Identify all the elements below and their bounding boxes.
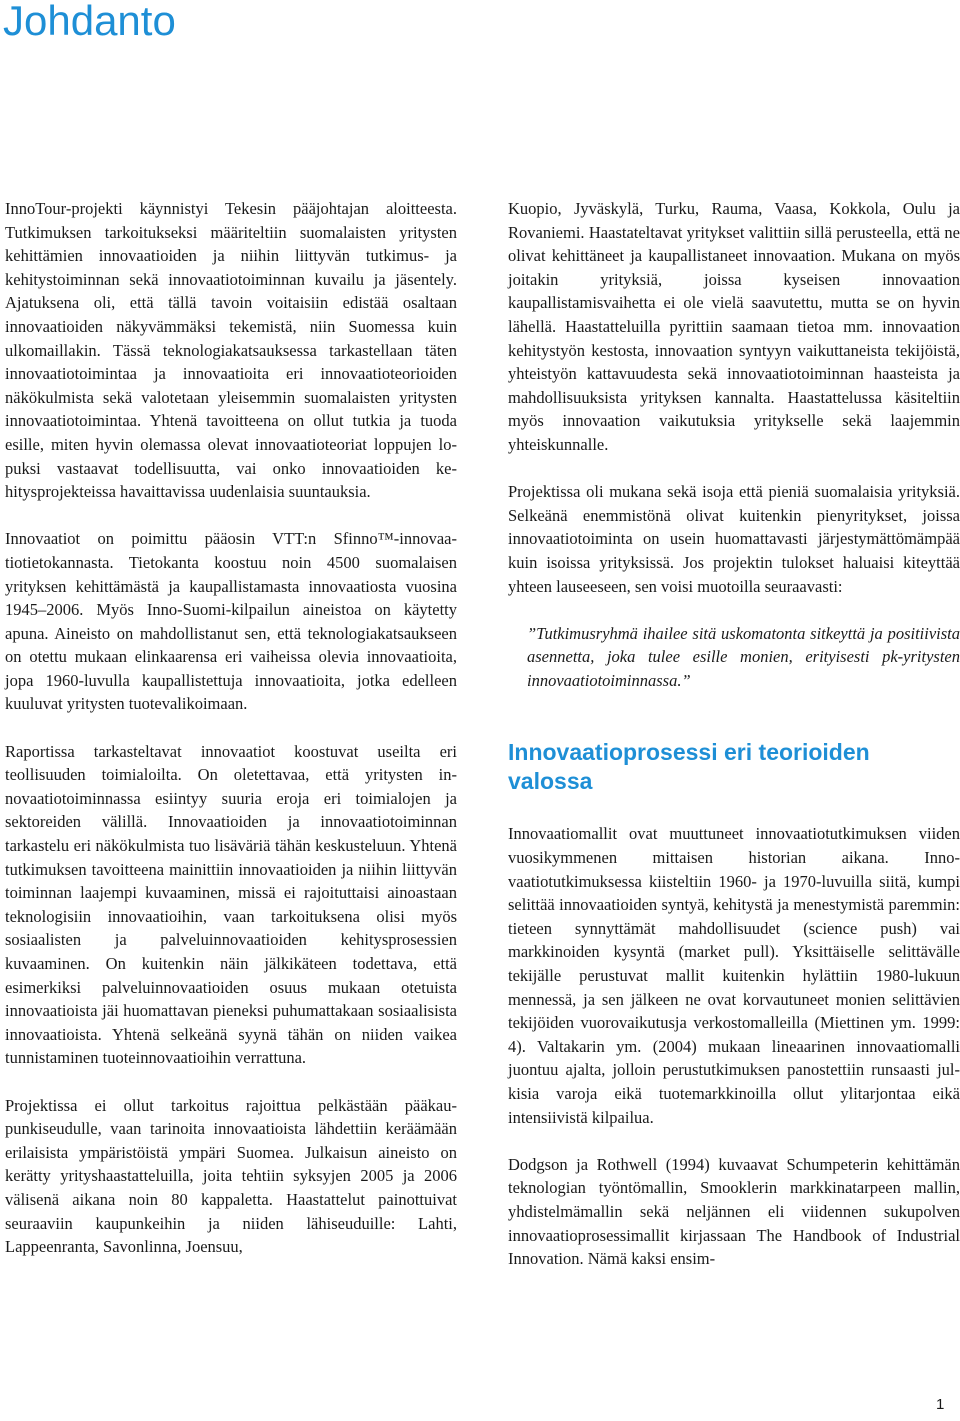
- paragraph: Raportissa tarkasteltavat innovaatiot koostuvat useilta eri teollisuuden toimialoilta. On oletettavaa, että yritysten innovaatiotoiminnassa esiintyy suuria eroja eri toimialojen ja sektoreiden välillä. Innovaatioiden ja innovaatiotoiminnan tarkastelu eri näkökulmista tuo lisäväriä tähän keskusteluun. Yhtenä tutkimuksen tavoitteena mainittiin innovaatioiden ja niihin liittyvän toiminnan laajempi kuvaaminen, missä ei rajoituttaisi ainoastaan teknologisiin innovaatioihin, vaan tarkoituksena olisi myös sosiaalisten ja palveluinnovaatioiden kehitysprosessien kuvaaminen. On kuitenkin näin jälkikäteen todettava, että esimerkiksi palveluinnovaatioiden osuus mukaan otetuista innovaatioista jäi huomattavan pieneksi puhumattakaan sosiaalisista innovaatioista. Yhtenä selkeänä syynä tähän on niiden vaikea tunnistaminen tuoteinnovaatioihin verrattuna.: [5, 741, 457, 1068]
- section-heading: Innovaatioprosessi eri teorioiden valossa: [508, 739, 870, 795]
- paragraph: Innovaatiot on poimittu pääosin VTT:n Sfinno™-innovaatiotietokannasta. Tietokanta koostuu noin 4500 suomalaisen yrityksen kehittämästä ja kaupallistamasta innovaatiosta vuosina 1945–2006. Myös Inno-Suomi-kilpailun aineistoa on käytetty apuna. Aineisto on mahdollistanut sen, että teknologiakatsaukseen on otettu mukaan elinkaarensa eri vaiheissa olevia innovaatioita, jopa 1960-luvulla kaupallistettuja innovaatioita, jotka edelleen kuuluvat yritysten tuotevalikoimaan.: [5, 529, 457, 714]
- paragraph: Innovaatiomallit ovat muuttuneet innovaatiotutkimuksen viiden vuosikymmenen mittaisen historian aikana. Innovaatiotutkimuksessa kiisteltiin 1960- ja 1970-luvuilla siitä, kumpi selittää innovaatioiden syntyä, kehitystä ja menestymistä paremmin: tieteen synnyttämät mahdollisuudet (science push) vai markkinoiden kysyntä (market pull). Yksittäiselle selittävälle tekijälle perustuvat mallit kuitenkin hylättiin 1980-lukuun mennessä, ja sen jälkeen ne ovat korvautuneet monien selittävien tekijöiden vuorovaikutusja verkostomalleilla (Miettinen ym. 1999: 4). Valtakarin ym. (2004) mukaan lineaarinen innovaatiomalli juontuu ajalta, jolloin perustutkimuksen panostettiin runsaasti julkisia varoja eikä tuotemarkkinoilla ollut ylitarjontaa eikä intensiivistä kilpailua.: [508, 824, 960, 1127]
- block-quote: ”Tutkimusryhmä ihailee sitä uskomatonta sitkeyttä ja positiivista asennetta, joka tulee esille monien, erityisesti pk-yritysten innovaatiotoiminnassa.”: [527, 623, 960, 690]
- page-number: 1: [936, 1396, 945, 1413]
- right-column: [508, 197, 960, 1294]
- paragraph: Dodgson ja Rothwell (1994) kuvaavat Schumpeterin kehittämän teknologian työntömallin, Smooklerin markkinatarpeen mallin, yhdistelmämallin sekä neljännen eli viidennen sukupolven innovaatioprosessimallit kirjassaan The Handbook of Industrial Innovation. Nämä kaksi ensim-: [508, 1154, 960, 1269]
- page-title: Johdanto: [3, 0, 176, 44]
- paragraph: Kuopio, Jyväskylä, Turku, Rauma, Vaasa, Kokkola, Oulu ja Rovaniemi. Haastateltavat yritykset valittiin sillä perusteella, että ne olivat kehittäneet ja kaupallistaneet innovaation. Mukana on myös joitakin yrityksiä, joissa kyseisen innovaation kaupallistamisvaihetta ei ole vielä saavutettu, mutta se on hyvin lähellä. Haastatteluilla pyrittiin saamaan tietoa mm. innovaation kehitystyön kestosta, innovaation syntyyn vaikuttaneista tekijöistä, yhteistyön kattavuudesta sekä innovaatiotoiminnan haasteista ja mahdollisuuksista yrityksen kannalta. Haastattelussa käsiteltiin myös innovaation vaikutuksia yritykselle sekä laajemmin yhteiskunnalle.: [508, 199, 960, 454]
- paragraph: InnoTour-projekti käynnistyi Tekesin pääjohtajan aloitteesta. Tutkimuksen tarkoitukseksi määriteltiin suomalaisten yritysten kehittämien innovaatioiden ja niihin liittyvän tutkimus- ja kehitystoiminnan sekä innovaatiotoiminnan kuvailu ja jäsentely. Ajatuksena oli, että tällä tavoin voitaisiin edistää osaltaan innovaatioiden näkyvämmäksi tekemistä, niin Suomessa kuin ulkomaillakin. Tässä teknologiakatsauksessa tarkastellaan täten innovaatiotoimintaa ja innovaatioita eri innovaatioteorioiden näkökulmista sekä valotetaan yleisemmin suomalaisten yritysten innovaatiotoimintaa. Yhtenä tavoitteena on ollut tutkia ja tuoda esille, miten hyvin olemassa olevat innovaatioteoriat loppujen lopuksi vastaavat todellisuutta, vai onko innovaatioiden kehitysprojekteissa havaittavissa uudenlaisia suuntauksia.: [5, 199, 457, 502]
- left-column: [5, 197, 457, 1282]
- paragraph: Projektissa ei ollut tarkoitus rajoittua pelkästään pääkaupunkiseudulle, vaan tarinoita innovaatioista lähdettiin keräämään erilaisista ympäristöistä ympäri Suomea. Julkaisun aineisto on kerätty yrityshaastatteluilla, joita tehtiin syksyjen 2005 ja 2006 välisenä aikana noin 80 kappaletta. Haastattelut painottuivat seuraaviin kaupunkeihin ja niiden lähiseuduille: Lahti, Lappeenranta, Savonlinna, Joensuu,: [5, 1095, 457, 1257]
- paragraph: Projektissa oli mukana sekä isoja että pieniä suomalaisia yrityksiä. Selkeänä enemmistönä olivat kuitenkin pienyritykset, joissa innovaatiotoiminta on usein huomattavasti järjestymättömämpää kuin isoissa yrityksissä. Jos projektin tulokset haluaisi kiteyttää yhteen lauseeseen, sen voisi muotoilla seuraavasti:: [508, 482, 960, 596]
